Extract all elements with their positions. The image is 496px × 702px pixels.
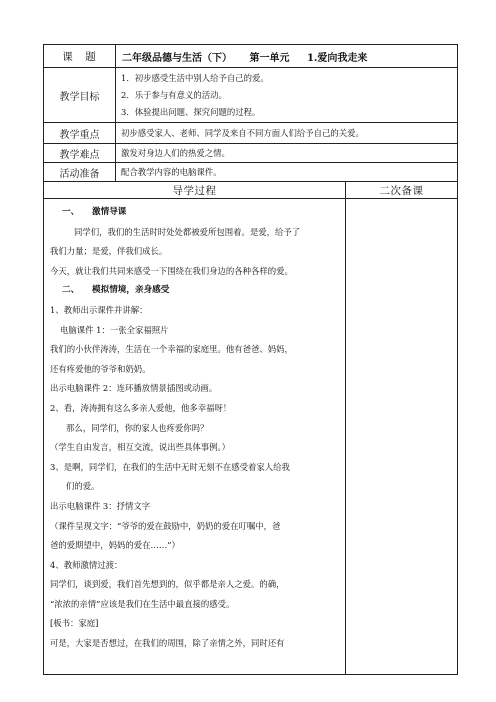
text-line: 同学们，我们的生活时时处处都被爱所包围着。是爱，给予了 — [74, 226, 301, 237]
goals-row — [44, 68, 458, 123]
section-number: 一、 — [62, 207, 80, 217]
goals-list — [116, 68, 458, 123]
revision-notes-cell — [346, 199, 458, 675]
text-line: 3、是啊，同学们，在我们的生活中无时无刻不在感受着家人给我 — [50, 461, 290, 472]
lesson-plan-table — [43, 44, 458, 675]
key-value: 初步感受家人、老师、同学及来自不同方面人们给予自己的关爱。 — [116, 123, 458, 144]
section-heading — [50, 203, 341, 223]
section-number: 二、 — [62, 285, 80, 296]
text-line: 还有疼爱他的爷爷和奶奶。 — [50, 363, 151, 374]
text-line: 们的爱。 — [66, 481, 100, 492]
topic-value — [116, 45, 458, 68]
process-head-left: 导学过程 — [44, 182, 346, 199]
text-line: 可是，大家是否想过，在我们的周围，除了亲情之外，同时还有 — [50, 638, 285, 649]
text-line: （课件呈现文字：“爷爷的爱在鼓励中，奶奶的爱在叮嘱中，爸 — [50, 520, 281, 531]
text-line: 1、教师出示课件并讲解： — [50, 304, 148, 315]
process-body — [44, 199, 346, 675]
process-body-row — [44, 199, 458, 675]
text-line: 4、教师激情过渡： — [50, 559, 123, 570]
text-line: 那么，同学们，你的家人也疼爱你吗？ — [66, 422, 209, 433]
text-line: （学生自由发言，相互交流，说出些具体事例。） — [50, 442, 231, 453]
goal-item: 1．初步感受生活中别人给予自己的爱。 — [121, 72, 269, 83]
prep-label: 活动准备 — [44, 163, 116, 182]
section-heading — [50, 281, 341, 301]
goal-item: 3．体验提出问题、探究问题的过程。 — [121, 106, 261, 117]
goals-label: 教学目标 — [44, 68, 116, 123]
text-line: 我们力量；是爱，伴我们成长。 — [50, 246, 168, 257]
text-line: 今天，就让我们共同来感受一下围绕在我们身边的各种各样的爱。 — [50, 265, 293, 276]
text-line: 爸的爱期望中，妈妈的爱在……”） — [50, 540, 180, 551]
topic-lesson: 1.爱向我走来 — [306, 52, 368, 64]
prep-value: 配合教学内容的电脑课件。 — [116, 163, 458, 182]
difficulty-row — [44, 144, 458, 163]
prep-row — [44, 163, 458, 182]
process-head-right: 二次备课 — [346, 182, 458, 199]
goal-item: 2．乐于参与有意义的活动。 — [121, 89, 227, 100]
difficulty-value: 激发对身边人们的热爱之情。 — [116, 144, 458, 163]
text-line: 出示电脑课件 2：连环播放情景插图或动画。 — [50, 383, 218, 394]
text-line: 我们的小伙伴涛涛，生活在一个幸福的家庭里。他有爸爸、妈妈， — [50, 344, 293, 355]
text-line: “浓浓的亲情”应该是我们在生活中最直接的感受。 — [50, 598, 235, 609]
section-title: 模拟情境，亲身感受 — [92, 285, 170, 296]
process-head-row — [44, 182, 458, 199]
key-label: 教学重点 — [44, 123, 116, 144]
difficulty-label: 教学难点 — [44, 144, 116, 163]
text-line: 出示电脑课件 3：抒情文字 — [50, 500, 151, 511]
lesson-plan-sheet — [43, 44, 457, 674]
text-line: 电脑课件 1：一张全家福照片 — [60, 324, 169, 335]
text-line: 2、看，涛涛拥有这么多亲人爱他，他多幸福呀！ — [50, 402, 232, 413]
text-line: [板书：家庭] — [50, 618, 99, 629]
section-title: 激情导课 — [92, 207, 127, 217]
key-row — [44, 123, 458, 144]
text-line: 同学们，谈到爱，我们首先想到的，似乎都是亲人之爱。的确， — [50, 579, 285, 590]
topic-course: 二年级品德与生活（下） — [122, 52, 232, 64]
topic-label: 课 题 — [44, 45, 116, 68]
topic-unit: 第一单元 — [249, 52, 290, 64]
topic-row — [44, 45, 458, 68]
